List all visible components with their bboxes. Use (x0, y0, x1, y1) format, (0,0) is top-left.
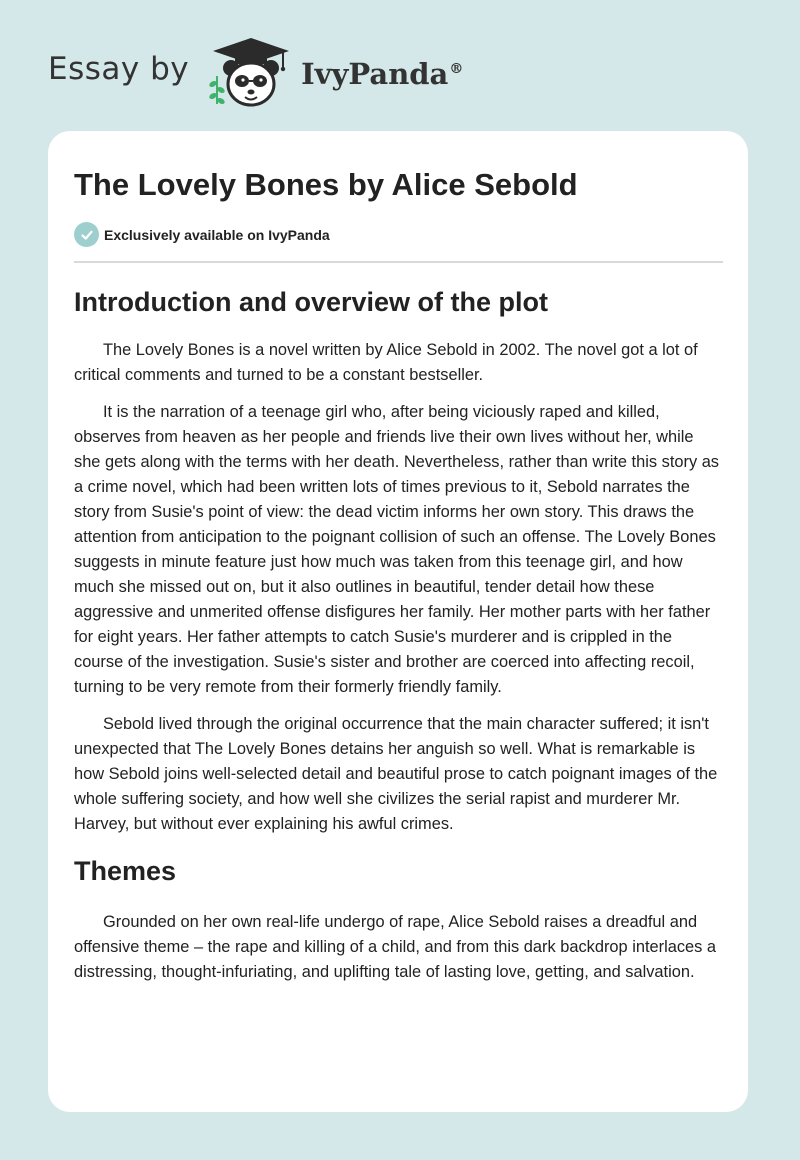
paragraph: Grounded on her own real-life undergo of rape, Alice Sebold raises a dreadful and offensive theme – the rape and killing of a child, and from this dark backdrop interlaces a distressing, thought-infuriating, and uplifting tale of lasting love, getting, and salvation. (74, 912, 717, 981)
paragraph: It is the narration of a teenage girl who, after being viciously raped and killed, observes from heaven as her people and friends live their own lives without her, while she gets along with the terms with her death. Nevertheless, rather than write this story as a crime novel, which had been written lots of times previous to it, Sebold narrates the story from Susie's point of view: the dead victim informs her own story. This draws the attention from anticipation to the poignant collision of such an offense. The Lovely Bones suggests in minute feature just how much was taken from this teenage girl, and how much she missed out on, but it also outlines in beautiful, tender detail how these aggressive and unmerited offense disfigures her family. Her mother parts with her father for eight years. Her father attempts to catch Susie's murderer and is crippled in the course of the investigation. Susie's sister and brother are coerced into affecting recoil, turning to be very remote from their formerly friendly family. (74, 403, 720, 697)
paragraph: The Lovely Bones is a novel written by Alice Sebold in 2002. The novel got a lot of critical comments and turned to be a constant bestseller. (74, 341, 698, 385)
title-divider (74, 261, 723, 263)
exclusive-text: Exclusively available on IvyPanda (104, 226, 330, 243)
registered-mark: ® (449, 61, 464, 78)
exclusive-badge (74, 222, 330, 247)
brand-prefix: Essay by (48, 51, 190, 87)
paragraph: Sebold lived through the original occurrence that the main character suffered; it isn't unexpected that The Lovely Bones detains her anguish so well. What is remarkable is how Sebold joins well-selected detail and beautiful prose to catch poignant images of the whole suffering society, and how well she civilizes the serial rapist and murderer Mr. Harvey, but without ever explaining his awful crimes. (74, 715, 718, 834)
brand-header[interactable] (48, 36, 463, 108)
brand-name: IvyPanda® (301, 57, 464, 91)
section-heading: Introduction and overview of the plot (74, 287, 549, 317)
essay-title: The Lovely Bones by Alice Sebold (74, 167, 578, 202)
check-icon (74, 222, 99, 247)
essay-body (74, 286, 723, 997)
essay-card (48, 131, 748, 1112)
section-heading: Themes (74, 856, 177, 887)
panda-graduate-icon (207, 36, 295, 108)
